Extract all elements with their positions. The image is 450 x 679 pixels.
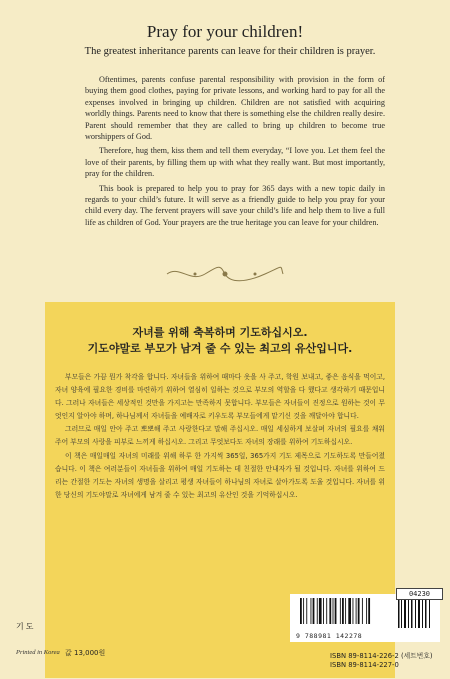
barcode-bar [348,598,351,624]
barcode-bar [335,598,337,624]
english-paragraph: Oftentimes, parents confuse parental responsibility with provision in the form of buying them good clothes, paying for private lessons, and working hard to pay for all the expenses involved in bringing up children. Children are not satisfied with acquiring worldly things. Parents need to know that there is something else the children really desire. Parent should remember that they are called to bring up children to become true worshippers of God. [85,75,385,142]
printed-in: Printed in Korea [16,649,60,656]
barcode-bar [333,598,334,624]
korean-paragraph: 부모들은 가끔 뭔가 착각을 합니다. 자녀들을 위하여 때마다 옷을 사 주고, 학원 보내고, 좋은 음식을 먹이고, 자녀 양육에 필요한 경비를 마련하기 위하여 열심히 일하는 것으로 부모의 역할을 다 했다고 생각하기 때문입니다. 그러나 자녀들은 세상적인 것만을 가지고는 만족하지 못합니다. 부모들은 자녀들이 진정으로 원하는 것이 무엇인지 알아야 하며, 하나님께서 자녀들을 예배자로 키우도록 부모들에게 맡기신 것을 깨달아야 합니다. [55,373,385,421]
english-paragraph: Therefore, hug them, kiss them and tell them everyday, “I love you. Let them feel the love of their parents, by filling them up with what they really want. But most importantly, pray for the children. [85,146,385,179]
barcode-bar [368,598,370,624]
barcode-bar [353,598,354,624]
korean-heading-line: 기도야말로 부모가 남겨 줄 수 있는 최고의 유산입니다. [87,342,353,355]
book-price: 값 13,000원 [65,649,106,657]
isbn-set: ISBN 89-8114-226-2 (세트번호) [330,652,433,660]
cover-title: Pray for your children! [146,22,304,41]
barcode-bar [323,598,324,624]
korean-heading [45,325,395,357]
barcode-bar [303,598,304,624]
barcode-bar [319,598,322,624]
barcode-bar [300,598,302,624]
barcode-bar [345,598,346,624]
price-code: 04230 [396,588,443,600]
cover-subtitle: The greatest inheritance parents can leave for their children is prayer. [84,46,376,57]
addon-barcode-icon [398,600,434,634]
barcode-bar [358,598,360,624]
barcode-bar [326,598,327,624]
barcode-bar [311,598,312,624]
barcode-bar [356,598,357,624]
book-category: 기도 [16,622,36,631]
barcode-number: 9 788981 142278 [296,632,363,640]
korean-description [55,371,385,502]
barcode-bar [340,598,341,624]
barcode-bar [313,598,315,624]
isbn-barcode-icon [298,598,398,632]
barcode-bar [306,598,307,624]
barcode-bar [342,598,344,624]
barcode-bar [362,598,363,624]
english-paragraph: This book is prepared to help you to pray for 365 days with a new topic daily in regards to your child’s future. It will serve as a friendly guide to help you pray for your child every day. The fervent prayers will save your child’s life and help them to live a full life as children of God. Your prayers are the true heritage you can leave for your children. [85,183,385,227]
korean-heading-line: 자녀를 위해 축복하며 기도하십시오. [132,326,308,339]
decorative-ornament-icon [165,265,285,283]
isbn-book: ISBN 89-8114-227-0 [330,661,399,669]
barcode-bar [329,598,331,624]
barcode-bar [317,598,318,624]
korean-paragraph: 그러므로 매일 안아 주고 뽀뽀해 주고 사랑한다고 말해 주십시오. 매일 세심하게 보살펴 자녀의 필요를 채워 주어 부모의 사랑을 피부로 느끼게 하십시오. 그리고 무엇보다도 자녀의 장래를 위하여 기도하십시오. [55,425,385,447]
korean-paragraph: 이 책은 매일매일 자녀의 미래를 위해 하루 한 가지씩 365일, 365가지 기도 제목으로 기도하도록 만들어졌습니다. 이 책은 여러분들이 자녀들을 위하여 매일 기도하는 데 친절한 안내자가 될 것입니다. 자녀를 위하여 드리는 간절한 기도는 자녀의 생명을 살리고 평생 자녀들이 하나님의 자녀로 살아가도록 도울 것입니다. 자녀를 위한 당신의 기도야말로 자녀에게 남겨 줄 수 있는 최고의 유산인 것을 기억하십시오. [55,451,385,499]
english-description [85,74,385,231]
barcode-bar [366,598,367,624]
